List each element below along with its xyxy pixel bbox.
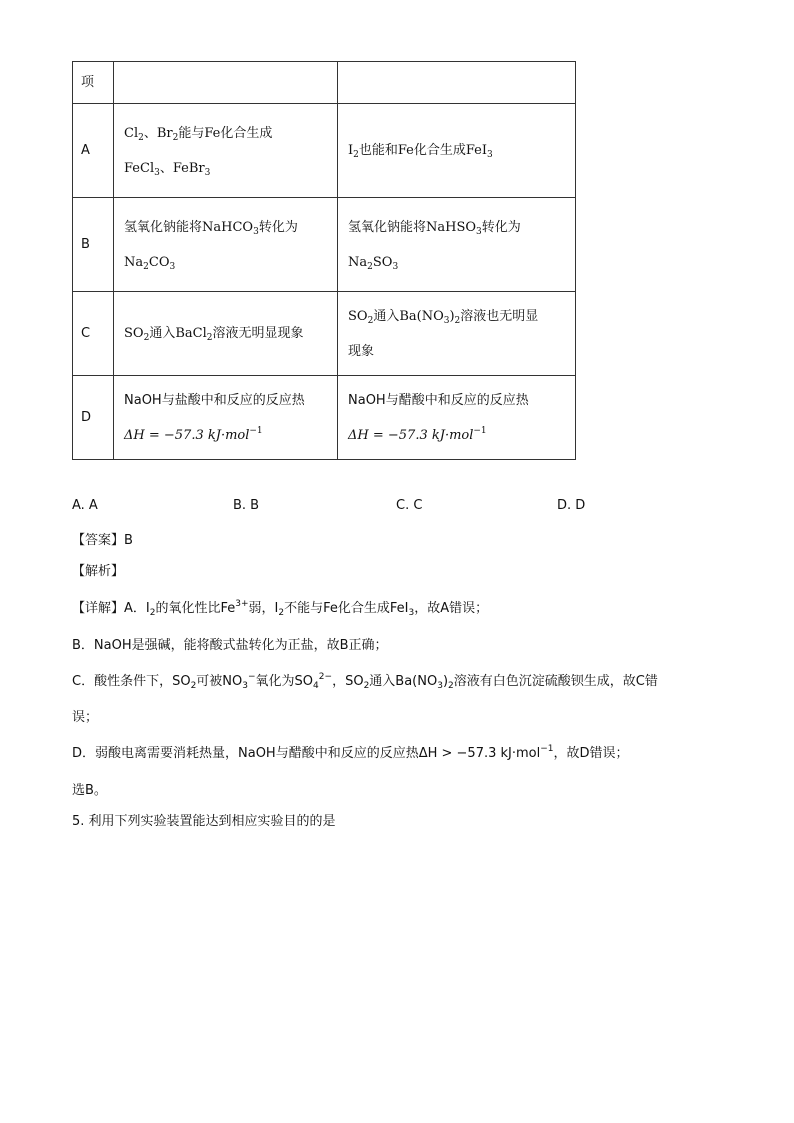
row-a-left: $Cl_2$、$Br_2$能与Fe化合生成 FeCl$_3$、FeBr$_3$ <box>114 104 338 198</box>
comparison-table <box>72 61 576 460</box>
row-a-right: $I_2$也能和Fe化合生成FeI$_3$ <box>338 104 576 198</box>
option-d: D. D <box>557 498 586 513</box>
detail-b: B．NaOH是强碱，能将酸式盐转化为正盐，故B正确； <box>72 638 388 653</box>
table-row <box>73 376 576 460</box>
option-c: C. C <box>396 498 423 513</box>
table-header-row <box>73 62 576 104</box>
detail-c: C．酸性条件下，$SO_2$可被$NO_3^-$氧化为$SO_4^{2-}$，$SO_2$通入$Ba(NO_3)_2$溶液有白色沉淀硫酸钡生成，故C错 <box>72 672 658 691</box>
row-label: D <box>73 376 114 460</box>
answer-line: 【答案】B <box>72 533 133 548</box>
header-label: 项 <box>73 62 114 104</box>
table-row <box>73 104 576 198</box>
next-question: 5. 利用下列实验装置能达到相应实验目的的是 <box>72 814 336 829</box>
analysis-heading: 【解析】 <box>72 564 125 579</box>
conclusion: 选B。 <box>72 783 107 798</box>
option-a: A. A <box>72 498 98 513</box>
row-label: C <box>73 292 114 376</box>
row-label: A <box>73 104 114 198</box>
row-label: B <box>73 198 114 292</box>
option-b: B. B <box>233 498 260 513</box>
row-c-left: $SO_2$通入BaCl$_2$溶液无明显现象 <box>114 292 338 376</box>
row-d-right: NaOH与醋酸中和反应的反应热 ΔH = −57.3 kJ·mol$^{-1}$ <box>338 376 576 460</box>
row-c-right: $SO_2$通入$Ba(NO_3)_2$溶液也无明显 现象 <box>338 292 576 376</box>
row-b-right: 氢氧化钠能将NaHSO$_3$转化为 $Na_2SO_3$ <box>338 198 576 292</box>
detail-c-continued: 误； <box>72 710 99 725</box>
header-col-1 <box>114 62 338 104</box>
detail-a: 【详解】A．$I_2$的氧化性比$Fe^{3+}$弱，$I_2$不能与Fe化合生成FeI$_3$，故A错误； <box>72 599 489 618</box>
row-b-left: 氢氧化钠能将NaHCO$_3$转化为 $Na_2CO_3$ <box>114 198 338 292</box>
row-d-left: NaOH与盐酸中和反应的反应热 ΔH = −57.3 kJ·mol$^{-1}$ <box>114 376 338 460</box>
detail-d: D．弱酸电离需要消耗热量，NaOH与醋酸中和反应的反应热ΔH > −57.3 kJ·mol$^{-1}$，故D错误； <box>72 744 629 761</box>
table-row <box>73 198 576 292</box>
header-col-2 <box>338 62 576 104</box>
table-row <box>73 292 576 376</box>
